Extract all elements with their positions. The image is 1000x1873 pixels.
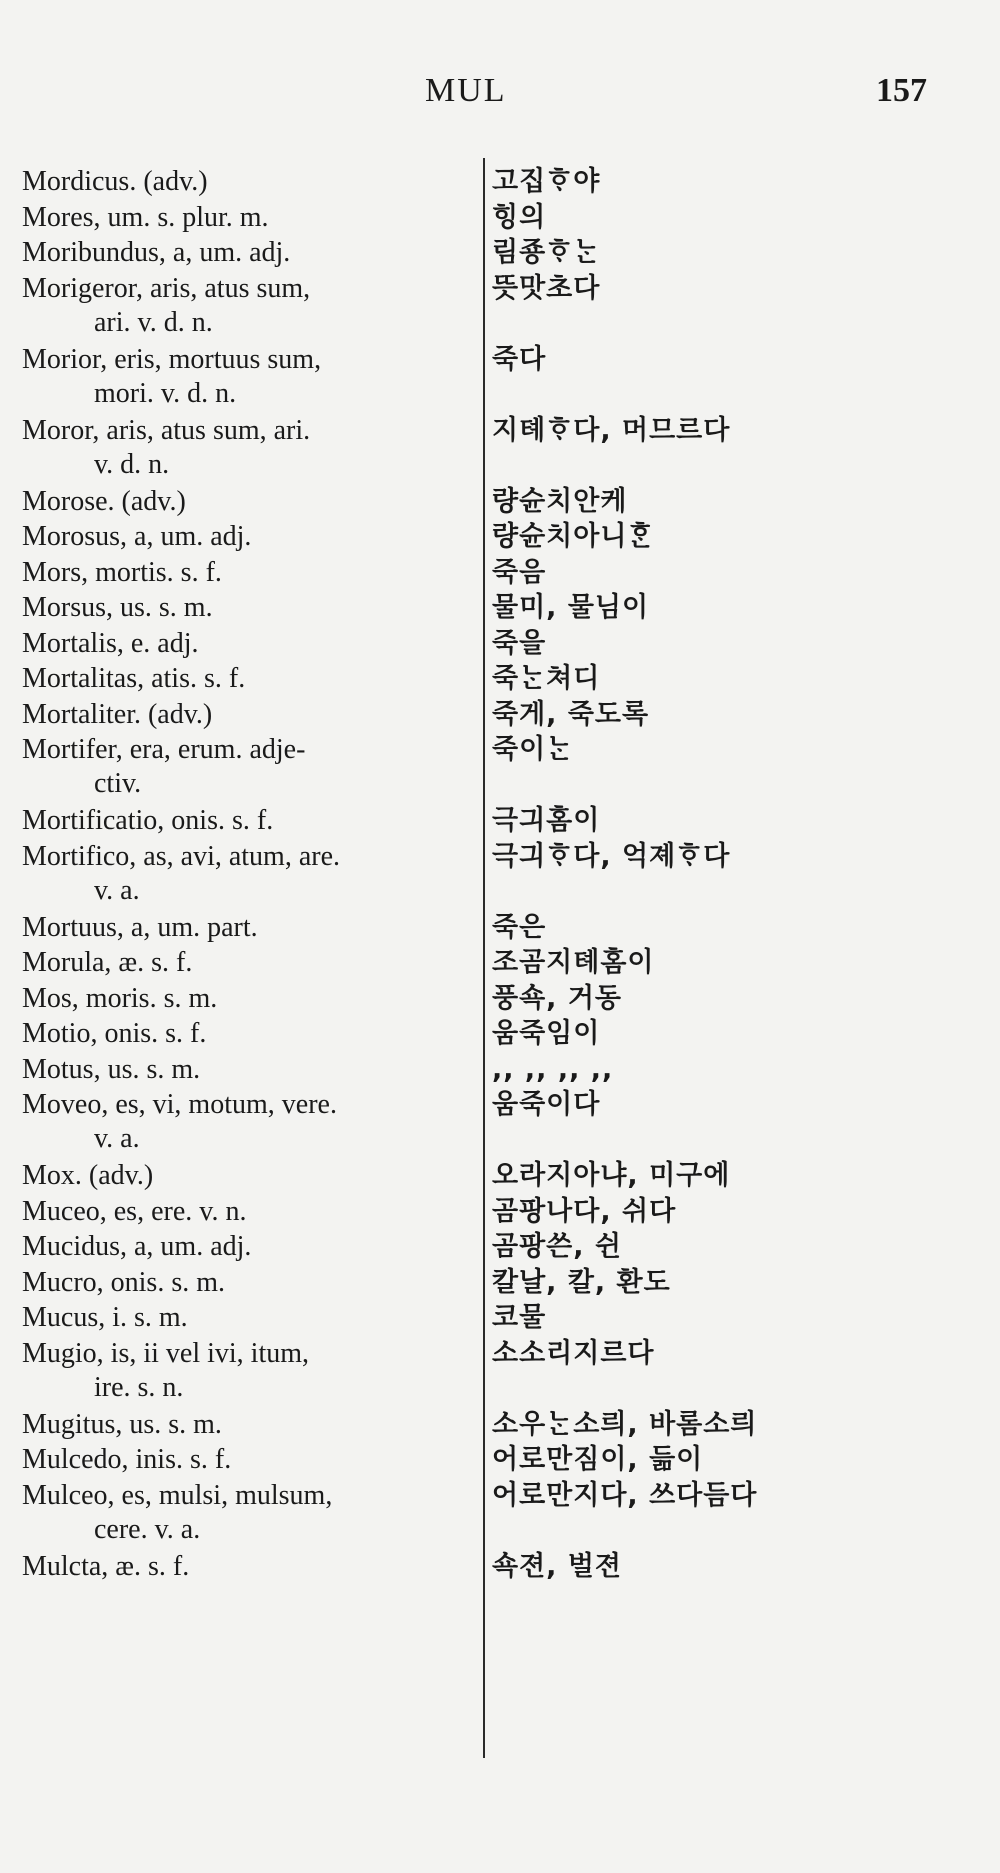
korean-definition: 칼날, 칼, 환도 bbox=[492, 1266, 671, 1298]
latin-headword: Mors, mortis. s. f. bbox=[22, 556, 222, 588]
korean-definition: 죽은 bbox=[492, 911, 547, 943]
latin-headword: Mortalitas, atis. s. f. bbox=[22, 663, 246, 694]
latin-line: Mulceo, es, mulsi, mulsum, bbox=[22, 1479, 333, 1511]
korean-definition: 극긔ᄒᆞ다, 억졔ᄒᆞ다 bbox=[492, 840, 731, 872]
latin-continuation: cere. v. a. bbox=[94, 1513, 201, 1545]
latin-line: Mortifico, as, avi, atum, are. bbox=[22, 840, 341, 872]
korean-definition: 곰팡나다, 쉬다 bbox=[492, 1195, 677, 1227]
latin-line: Mugio, is, ii vel ivi, itum, bbox=[22, 1337, 310, 1369]
entry bbox=[0, 662, 1000, 698]
latin-headword: Morula, æ. s. f. bbox=[22, 947, 193, 978]
latin-continuation: ari. v. d. n. bbox=[94, 306, 213, 338]
entry bbox=[0, 591, 1000, 627]
latin-headword: Morose. (adv.) bbox=[22, 485, 186, 517]
korean-definition: 풍쇽, 거동 bbox=[492, 982, 622, 1014]
latin-headword: Mores, um. s. plur. m. bbox=[22, 201, 269, 233]
latin-headword: Muceo, es, ere. v. n. bbox=[22, 1195, 247, 1227]
latin-headword: Moribundus, a, um. adj. bbox=[22, 237, 291, 268]
entry bbox=[0, 485, 1000, 521]
korean-definition: 죽게, 죽도록 bbox=[492, 698, 650, 730]
entry bbox=[0, 1088, 1000, 1159]
entry bbox=[0, 840, 1000, 911]
korean-definition: 힝의 bbox=[492, 201, 547, 233]
latin-headword: Mortalis, e. adj. bbox=[22, 627, 199, 659]
entry bbox=[0, 1301, 1000, 1337]
entry bbox=[0, 911, 1000, 947]
latin-line: Moveo, es, vi, motum, vere. bbox=[22, 1089, 337, 1120]
entry bbox=[0, 1550, 1000, 1586]
page-header bbox=[0, 72, 1000, 122]
entry bbox=[0, 1195, 1000, 1231]
korean-definition: 극긔홈이 bbox=[492, 805, 601, 836]
korean-definition: 죽다 bbox=[492, 343, 547, 375]
latin-line: Mortifer, era, erum. adje- bbox=[22, 734, 306, 765]
korean-definition: 곰팡쓴, 쉰 bbox=[492, 1231, 622, 1262]
entry bbox=[0, 1479, 1000, 1550]
latin-continuation: ire. s. n. bbox=[94, 1371, 184, 1403]
latin-headword: Mucidus, a, um. adj. bbox=[22, 1231, 252, 1262]
latin-headword: Mulcta, æ. s. f. bbox=[22, 1550, 190, 1582]
entry bbox=[0, 1053, 1000, 1089]
latin-line: Morior, eris, mortuus sum, bbox=[22, 343, 322, 375]
entry bbox=[0, 414, 1000, 485]
latin-headword: Mortuus, a, um. part. bbox=[22, 911, 258, 943]
korean-definition: 지톄ᄒᆞ다, 머므르다 bbox=[492, 414, 731, 446]
latin-headword: Mortaliter. (adv.) bbox=[22, 698, 213, 730]
latin-headword bbox=[22, 1337, 472, 1405]
korean-definition: 뜻맛초다 bbox=[492, 272, 601, 304]
korean-definition: 소소리지르다 bbox=[492, 1337, 655, 1369]
korean-definition: 움죽임이 bbox=[492, 1018, 601, 1049]
korean-definition: 량슌치안케 bbox=[492, 485, 628, 517]
entry bbox=[0, 201, 1000, 237]
entry bbox=[0, 946, 1000, 982]
latin-headword bbox=[22, 1088, 472, 1156]
korean-definition: 죽ᄂᆞᆫ쳐디 bbox=[492, 663, 601, 694]
entry bbox=[0, 804, 1000, 840]
korean-definition: 량슌치아니ᄒᆞᆫ bbox=[492, 521, 655, 552]
latin-continuation: v. a. bbox=[94, 874, 140, 906]
entry bbox=[0, 165, 1000, 201]
latin-headword: Mos, moris. s. m. bbox=[22, 982, 218, 1014]
latin-headword: Morsus, us. s. m. bbox=[22, 592, 213, 623]
entry bbox=[0, 1017, 1000, 1053]
latin-headword: Mucro, onis. s. m. bbox=[22, 1266, 225, 1298]
latin-headword bbox=[22, 840, 472, 908]
latin-continuation: ctiv. bbox=[94, 768, 142, 799]
latin-headword: Motio, onis. s. f. bbox=[22, 1018, 207, 1049]
korean-definition: 림죵ᄒᆞᄂᆞᆫ bbox=[492, 237, 601, 268]
korean-definition: 조곰지톄홈이 bbox=[492, 947, 655, 978]
latin-continuation: v. a. bbox=[94, 1123, 140, 1154]
entry bbox=[0, 982, 1000, 1018]
entry bbox=[0, 556, 1000, 592]
korean-definition: 어로만짐이, 듦이 bbox=[492, 1444, 704, 1475]
latin-line: Moror, aris, atus sum, ari. bbox=[22, 414, 311, 446]
korean-definition: 쇽젼, 벌젼 bbox=[492, 1550, 622, 1582]
entry bbox=[0, 272, 1000, 343]
latin-headword bbox=[22, 414, 472, 482]
korean-definition: 움죽이다 bbox=[492, 1089, 601, 1120]
entry bbox=[0, 698, 1000, 734]
korean-definition: 죽이ᄂᆞᆫ bbox=[492, 734, 574, 765]
entry bbox=[0, 1337, 1000, 1408]
running-head: MUL bbox=[425, 72, 507, 109]
entry bbox=[0, 733, 1000, 804]
latin-continuation: v. d. n. bbox=[94, 448, 170, 480]
korean-definition: 오라지아냐, 미구에 bbox=[492, 1160, 731, 1191]
page-number: 157 bbox=[876, 72, 927, 109]
entry bbox=[0, 1266, 1000, 1302]
korean-definition: 어로만지다, 쓰다듬다 bbox=[492, 1479, 758, 1511]
korean-definition: 코물 bbox=[492, 1302, 547, 1333]
entry bbox=[0, 1159, 1000, 1195]
latin-headword: Motus, us. s. m. bbox=[22, 1053, 201, 1085]
entry bbox=[0, 1443, 1000, 1479]
latin-headword: Mucus, i. s. m. bbox=[22, 1302, 188, 1333]
dictionary-entries bbox=[0, 165, 1000, 1585]
latin-headword bbox=[22, 1479, 472, 1547]
latin-headword bbox=[22, 272, 472, 340]
korean-definition: ,, ,, ,, ,, bbox=[492, 1053, 614, 1085]
entry bbox=[0, 1230, 1000, 1266]
latin-headword: Mox. (adv.) bbox=[22, 1160, 154, 1191]
latin-headword: Mortificatio, onis. s. f. bbox=[22, 805, 274, 836]
entry bbox=[0, 627, 1000, 663]
latin-headword bbox=[22, 343, 472, 411]
latin-line: Morigeror, aris, atus sum, bbox=[22, 272, 311, 304]
korean-definition: 죽음 bbox=[492, 556, 547, 588]
korean-definition: 고집ᄒᆞ야 bbox=[492, 166, 601, 197]
latin-headword: Mordicus. (adv.) bbox=[22, 166, 208, 197]
korean-definition: 소우ᄂᆞᆫ소릐, 바롬소릐 bbox=[492, 1408, 758, 1440]
latin-headword bbox=[22, 733, 472, 801]
entry bbox=[0, 236, 1000, 272]
latin-headword: Mugitus, us. s. m. bbox=[22, 1408, 222, 1440]
latin-continuation: mori. v. d. n. bbox=[94, 377, 237, 409]
korean-definition: 죽을 bbox=[492, 627, 547, 659]
entry bbox=[0, 1408, 1000, 1444]
korean-definition: 물미, 물님이 bbox=[492, 592, 650, 623]
latin-headword: Morosus, a, um. adj. bbox=[22, 521, 252, 552]
entry bbox=[0, 343, 1000, 414]
latin-headword: Mulcedo, inis. s. f. bbox=[22, 1444, 232, 1475]
entry bbox=[0, 520, 1000, 556]
